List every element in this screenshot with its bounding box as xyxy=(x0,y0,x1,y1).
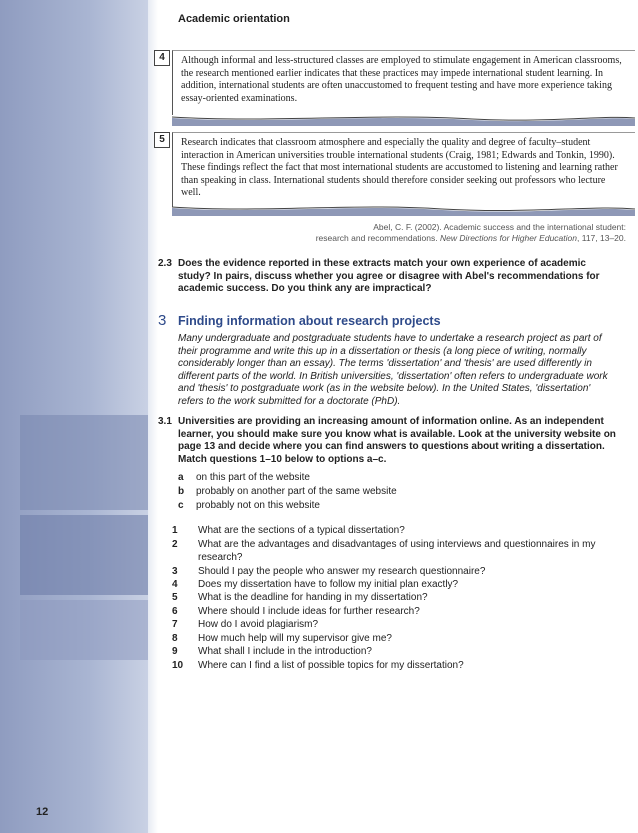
list-item: 4 Does my dissertation have to follow my initial plan exactly? xyxy=(172,579,459,590)
section-intro: Many undergraduate and postgraduate students have to undertake a research project as part of their programme and write this up in a dissertation or thesis (a long piece of writing, normally considerably longer than an essay). The terms 'dissertation' and 'thesis' are used differently in different parts of the world. In British universities, 'dissertation' often refers to undergraduate work and 'thesis' to postgraduate work (as in the website below). In the United States, 'dissertation' refers to the work submitted for a doctorate (PhD). xyxy=(178,333,608,407)
question-text: Universities are providing an increasing amount of information online. As an independent learner, you should make sure you know what is available. Look at the university website on page 13 and decide where you can find answers to questions about writing a dissertation. Match questions 1–10 below to options a–c. xyxy=(178,416,616,465)
list-item: 3 Should I pay the people who answer my research questionnaire? xyxy=(172,566,486,577)
page-number: 12 xyxy=(36,806,49,818)
option-b: b probably on another part of the same website xyxy=(178,486,397,497)
decorative-block xyxy=(20,415,148,510)
decorative-block xyxy=(20,600,148,660)
list-item: 9 What shall I include in the introduction? xyxy=(172,646,372,657)
list-item: 5 What is the deadline for handing in my dissertation? xyxy=(172,592,428,603)
list-item: 7 How do I avoid plagiarism? xyxy=(172,619,319,630)
citation-line-1: Abel, C. F. (2002). Academic success and the international student: xyxy=(373,222,626,232)
list-item: 6 Where should I include ideas for further research? xyxy=(172,606,420,617)
extract-card-4 xyxy=(154,50,635,128)
decorative-block xyxy=(20,515,148,595)
decorative-side-band xyxy=(0,0,148,833)
running-header: Academic orientation xyxy=(178,13,290,25)
extract-card-5 xyxy=(154,132,635,212)
citation-line-2: research and recommendations. New Directions for Higher Education, 117, 13–20. xyxy=(315,233,626,243)
section-title: Finding information about research projects xyxy=(178,314,441,328)
option-c: c probably not on this website xyxy=(178,500,320,511)
extract-text: Research indicates that classroom atmosphere and especially the quality and degree of faculty–student interaction in American universities trouble international students (Craig, 1981; Edwards and Tonkin, 1990). These findings reflect the fact that most international students are accustomed to listening and learning rather than speaking in class. International students should therefore consider seeking out professors who lecture well. xyxy=(172,132,635,207)
question-text: Does the evidence reported in these extracts match your own experience of academic study? In pairs, discuss whether you agree or disagree with Abel's recommendations for academic success. Do you think any are impractical? xyxy=(178,258,600,294)
section-number: 3 xyxy=(158,312,167,329)
extract-text: Although informal and less-structured classes are employed to stimulate engagement in American classrooms, the research mentioned earlier indicates that these practices may impede international student learning. In addition, international students are often unaccustomed to frequent testing and have more experience taking essay-oriented examinations. xyxy=(172,50,635,115)
list-item: 1 What are the sections of a typical dissertation? xyxy=(172,525,405,536)
extract-number: 5 xyxy=(154,132,170,148)
extract-number: 4 xyxy=(154,50,170,66)
question-number: 2.3 xyxy=(158,258,172,269)
list-item: 2 What are the advantages and disadvantages of using interviews and questionnaires in my research? xyxy=(172,539,596,563)
list-item: 10 Where can I find a list of possible topics for my dissertation? xyxy=(172,660,464,671)
torn-edge-shadow xyxy=(172,114,635,126)
torn-edge-shadow xyxy=(172,204,635,216)
list-item: 8 How much help will my supervisor give me? xyxy=(172,633,392,644)
question-number: 3.1 xyxy=(158,416,172,427)
option-a: a on this part of the website xyxy=(178,472,310,483)
citation xyxy=(316,222,626,244)
